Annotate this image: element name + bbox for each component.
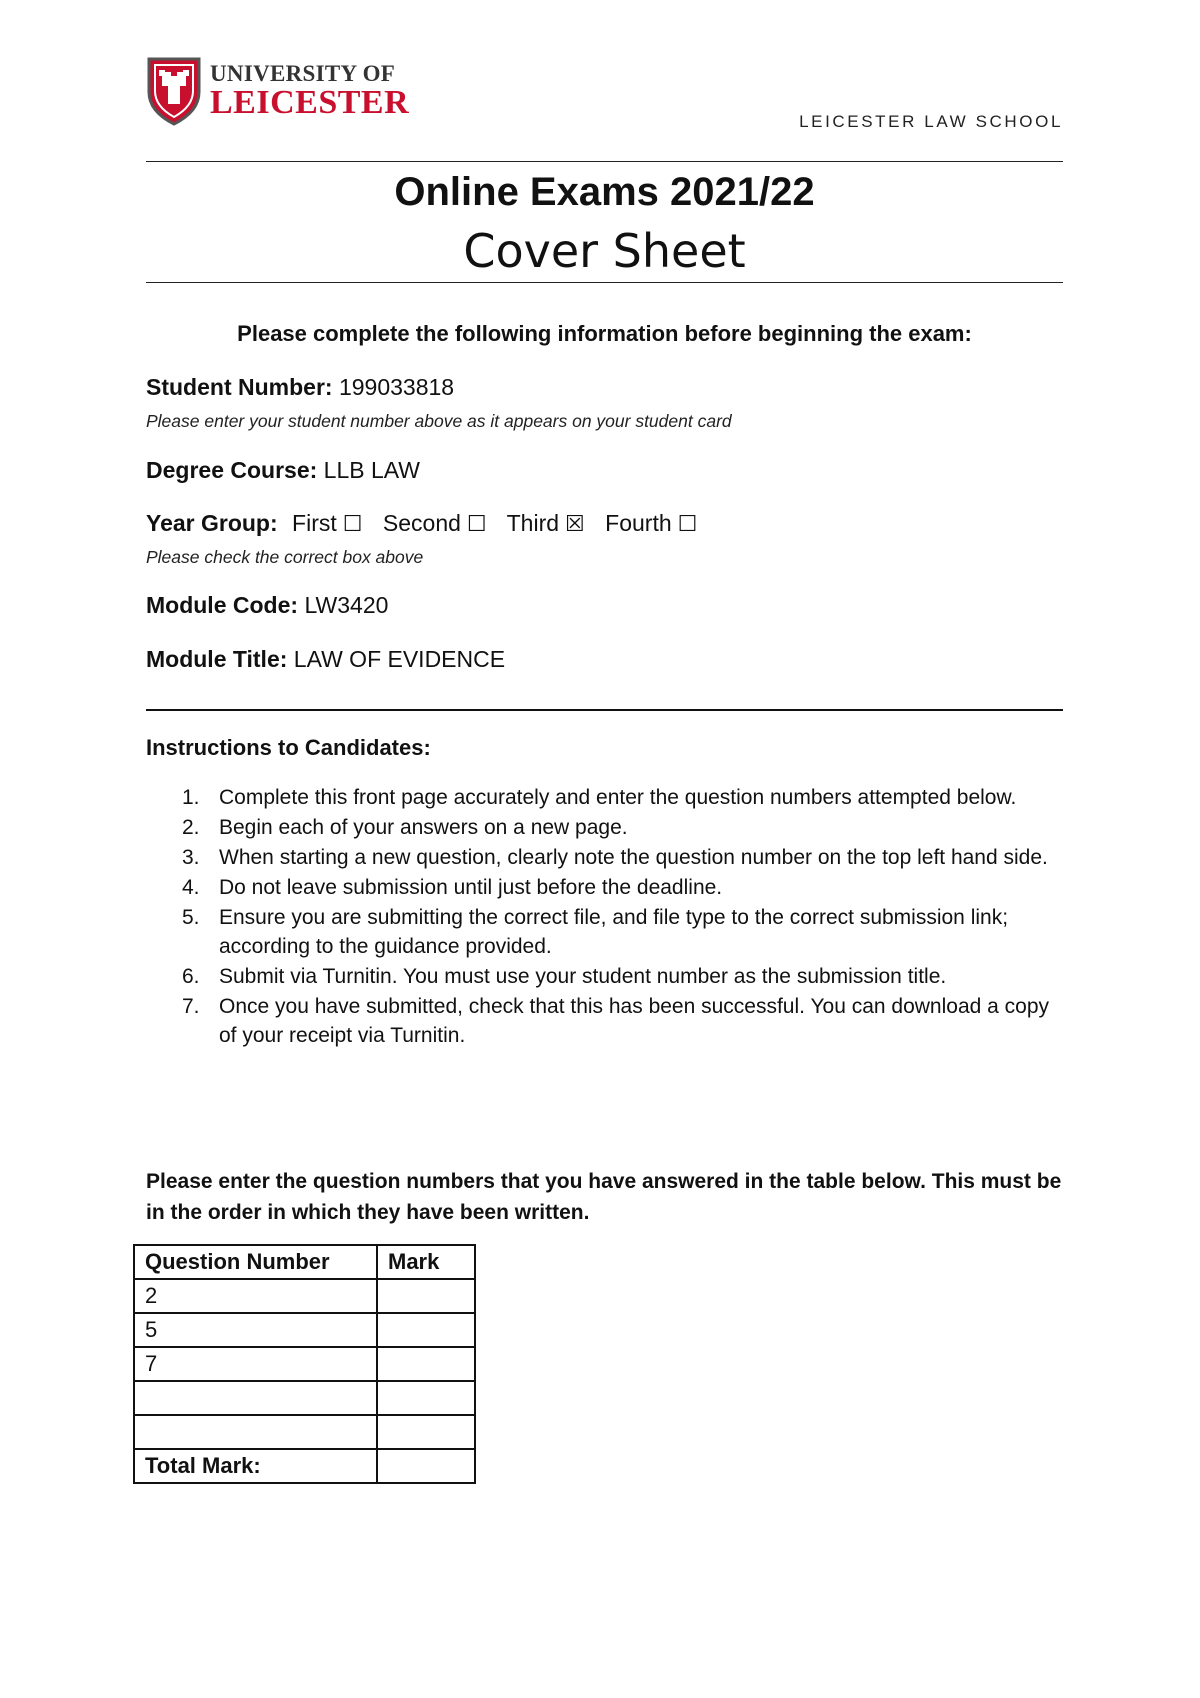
year-second-checkbox[interactable]: ☐	[466, 512, 487, 537]
table-row	[134, 1415, 475, 1449]
logo-leicester: LEICESTER	[210, 84, 410, 121]
module-code-label: Module Code:	[146, 592, 299, 618]
instruction-item: 7. Once you have submitted, check that this has been successful. You can download a copy of your receipt via Turnitin.	[182, 995, 1050, 1047]
mark-cell[interactable]	[377, 1347, 475, 1381]
year-first-checkbox[interactable]: ☐	[342, 512, 363, 537]
year-fourth-checkbox[interactable]: ☐	[677, 512, 698, 537]
mark-cell[interactable]	[377, 1313, 475, 1347]
logo-university-of: UNIVERSITY OF	[210, 61, 396, 86]
question-cell[interactable]: 5	[134, 1313, 377, 1347]
column-header-mark: Mark	[377, 1245, 475, 1279]
year-group-field	[146, 510, 711, 537]
question-cell[interactable]	[134, 1415, 377, 1449]
column-header-question: Question Number	[134, 1245, 377, 1279]
table-row	[134, 1347, 475, 1381]
year-option-second: Second	[382, 510, 461, 536]
module-title-value[interactable]: LAW OF EVIDENCE	[293, 646, 506, 672]
year-option-third: Third	[506, 510, 560, 536]
degree-field	[146, 457, 420, 484]
shield-crest-icon	[146, 56, 202, 126]
total-mark-cell[interactable]	[377, 1449, 475, 1483]
student-number-hint: Please enter your student number above as it appears on your student card	[146, 411, 732, 431]
module-code-value[interactable]: LW3420	[304, 592, 389, 618]
instructions-heading: Instructions to Candidates:	[146, 735, 431, 760]
instruction-item: 4. Do not leave submission until just before the deadline.	[182, 876, 723, 899]
year-group-label: Year Group:	[146, 510, 278, 536]
instruction-item: 3. When starting a new question, clearly note the question number on the top left hand side.	[182, 846, 1048, 869]
question-cell[interactable]: 2	[134, 1279, 377, 1313]
instruction-item: 6. Submit via Turnitin. You must use your student number as the submission title.	[182, 965, 947, 988]
instructions-list	[146, 783, 1066, 1051]
mark-cell[interactable]	[377, 1381, 475, 1415]
question-cell[interactable]: 7	[134, 1347, 377, 1381]
school-name: LEICESTER LAW SCHOOL	[799, 112, 1063, 131]
instruction-item: 5. Ensure you are submitting the correct file, and file type to the correct submission link; according to the guidance provided.	[182, 906, 1009, 958]
year-third-checkbox[interactable]: ☒	[565, 512, 585, 537]
question-cell[interactable]	[134, 1381, 377, 1415]
question-table	[133, 1244, 476, 1484]
mark-cell[interactable]	[377, 1279, 475, 1313]
degree-label: Degree Course:	[146, 457, 318, 483]
year-group-hint: Please check the correct box above	[146, 547, 424, 567]
degree-value[interactable]: LLB LAW	[323, 457, 420, 483]
module-title-field	[146, 646, 505, 673]
module-title-label: Module Title:	[146, 646, 288, 672]
total-row	[134, 1449, 475, 1483]
module-code-field	[146, 592, 388, 619]
form-prompt: Please complete the following information before beginning the exam:	[237, 321, 972, 346]
table-row	[134, 1279, 475, 1313]
header-divider	[146, 161, 1063, 162]
student-number-value[interactable]: 199033818	[338, 374, 455, 400]
page-title: Online Exams 2021/22	[394, 170, 815, 214]
mark-cell[interactable]	[377, 1415, 475, 1449]
page-subtitle: Cover Sheet	[463, 224, 746, 278]
table-intro: Please enter the question numbers that you have answered in the table below. This must be in the order in which they have been written.	[146, 1170, 1062, 1224]
form-divider	[146, 709, 1063, 711]
title-divider	[146, 282, 1063, 283]
total-mark-label: Total Mark:	[134, 1449, 377, 1483]
year-option-first: First	[292, 510, 337, 536]
student-number-field	[146, 374, 454, 401]
instruction-item: 1. Complete this front page accurately and enter the question numbers attempted below.	[182, 786, 1017, 809]
year-option-fourth: Fourth	[605, 510, 672, 536]
table-header-row	[134, 1245, 475, 1279]
instruction-item: 2. Begin each of your answers on a new page.	[182, 816, 628, 839]
table-row	[134, 1381, 475, 1415]
university-logo	[146, 56, 410, 128]
student-number-label: Student Number:	[146, 374, 333, 400]
table-row	[134, 1313, 475, 1347]
